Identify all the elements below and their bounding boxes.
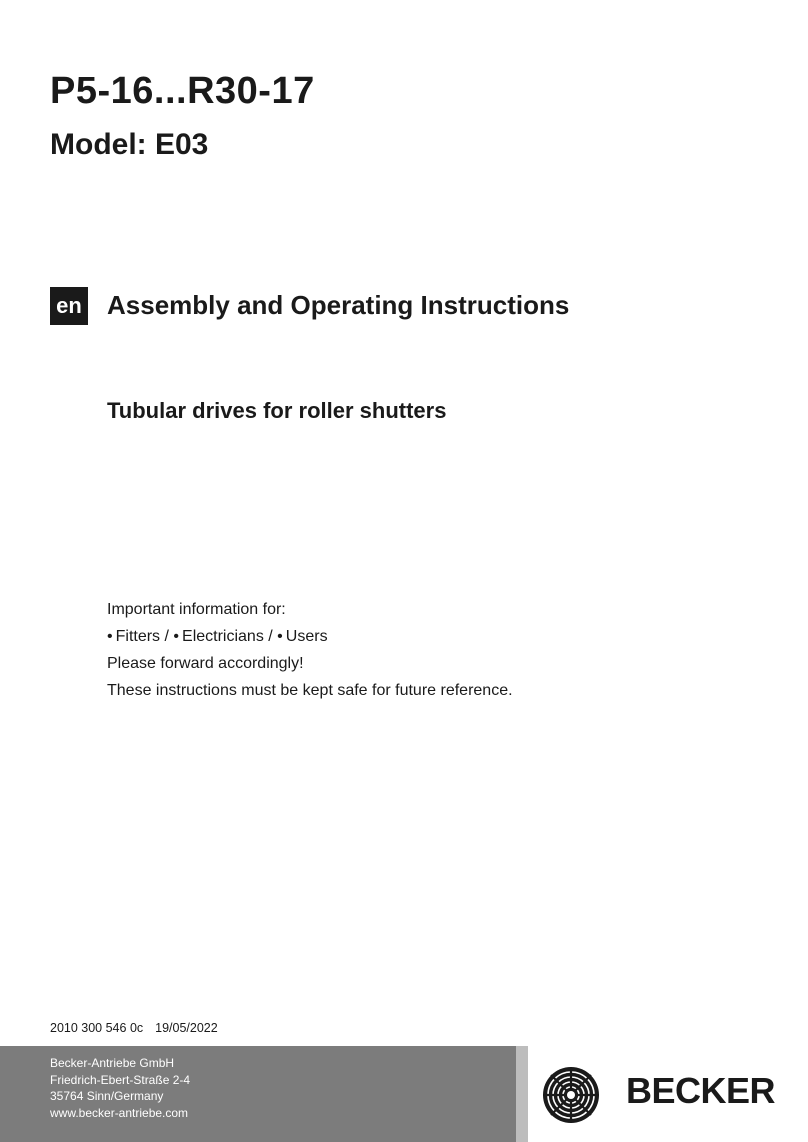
document-meta bbox=[50, 1021, 218, 1035]
audience-list bbox=[107, 623, 513, 650]
important-info bbox=[107, 596, 513, 704]
audience-item-electricians: • Electricians / bbox=[173, 628, 278, 645]
info-intro: Important information for: bbox=[107, 601, 286, 618]
keep-safe-note: These instructions must be kept safe for future reference. bbox=[107, 682, 513, 699]
bullet-icon: • bbox=[173, 628, 180, 645]
company-address bbox=[50, 1055, 190, 1121]
company-street: Friedrich-Ebert-Straße 2-4 bbox=[50, 1072, 191, 1087]
bullet-icon: • bbox=[277, 628, 283, 645]
becker-logo-icon bbox=[542, 1066, 600, 1129]
audience-item-users: • Users bbox=[277, 628, 328, 645]
brand-wordmark: BECKER bbox=[626, 1070, 776, 1111]
language-badge: en bbox=[50, 287, 88, 325]
company-name: Becker-Antriebe GmbH bbox=[50, 1056, 175, 1070]
document-date: 19/05/2022 bbox=[155, 1021, 218, 1035]
company-website: www.becker-antriebe.com bbox=[50, 1105, 189, 1120]
company-city: 35764 Sinn/Germany bbox=[50, 1089, 164, 1103]
footer-stripe bbox=[516, 1046, 528, 1142]
model-range-title: P5-16...R30-17 bbox=[50, 70, 315, 112]
logo-emblem-icon bbox=[542, 1066, 600, 1124]
document-title: Assembly and Operating Instructions bbox=[107, 290, 570, 320]
document-subtitle: Tubular drives for roller shutters bbox=[107, 398, 447, 423]
audience-item-fitters: • Fitters / bbox=[107, 628, 174, 645]
document-number: 2010 300 546 0c bbox=[50, 1021, 144, 1035]
model-name: Model: E03 bbox=[50, 128, 209, 161]
bullet-icon: • bbox=[107, 628, 113, 645]
forward-note: Please forward accordingly! bbox=[107, 655, 304, 672]
